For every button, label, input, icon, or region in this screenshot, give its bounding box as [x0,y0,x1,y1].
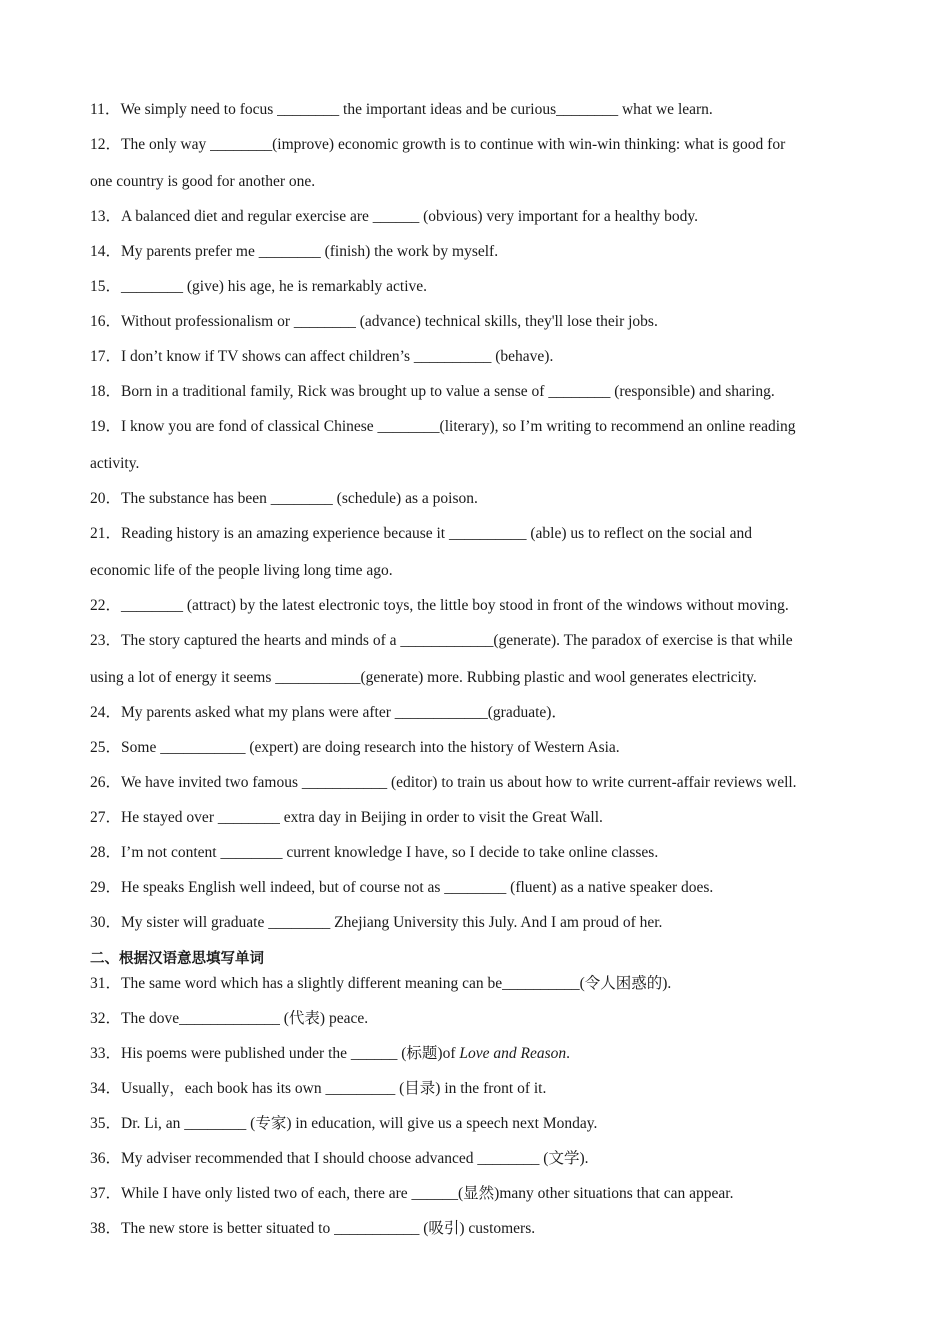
question-text: economic life of the people living long time ago. [90,562,393,579]
question-number: 30． [90,914,122,931]
question-number: 12． [90,136,122,153]
question-number: 33． [90,1045,122,1062]
question-text: A balanced diet and regular exercise are ______ (obvious) very important for a healthy body. [121,208,699,225]
question-text: one country is good for another one. [90,173,316,190]
question-text: Without professionalism or ________ (advance) technical skills, they'll lose their jobs. [121,313,658,330]
question-number: 22． [90,597,122,614]
question-29 [90,878,713,898]
question-text: Some ___________ (expert) are doing research into the history of Western Asia. [121,739,620,756]
question-number: 24． [90,704,122,721]
question-19 [90,417,796,437]
question-number: 29． [90,879,122,896]
question-number: 35． [90,1115,122,1132]
question-23 [90,631,793,651]
question-26 [90,773,797,793]
question-number: 20． [90,490,122,507]
question-text: We have invited two famous ___________ (editor) to train us about how to write current-affair reviews well. [121,774,797,791]
question-13 [90,207,698,227]
question-number: 18． [90,383,122,400]
question-text: He stayed over ________ extra day in Beijing in order to visit the Great Wall. [121,809,603,826]
question-18 [90,382,775,402]
question-text: My parents prefer me ________ (finish) the work by myself. [121,243,499,260]
question-text: I’m not content ________ current knowledge I have, so I decide to take online classes. [121,844,659,861]
question-text: He speaks English well indeed, but of course not as ________ (fluent) as a native speaker does. [121,879,714,896]
question-25 [90,738,620,758]
question-text: The story captured the hearts and minds of a ____________(generate). The paradox of exercise is that while [121,632,793,649]
question-text: Dr. Li, an ________ (专家) in education, will give us a speech next Monday. [121,1115,598,1132]
question-text: My parents asked what my plans were after ____________(graduate)． [121,704,567,721]
question-14 [90,242,498,262]
question-number: 13． [90,208,122,225]
question-19-continued [90,454,139,474]
question-15 [90,277,427,297]
question-number: 14． [90,243,122,260]
question-24 [90,703,567,723]
question-number: 27． [90,809,122,826]
question-number: 15． [90,278,122,295]
question-text: ________ (attract) by the latest electronic toys, the little boy stood in front of the windows without moving. [121,597,789,614]
question-text: using a lot of energy it seems ___________(generate) more. Rubbing plastic and wool generates electricity. [90,669,757,686]
question-27 [90,808,603,828]
section-heading: 二、根据汉语意思填写单词 [90,951,264,967]
question-number: 21． [90,525,122,542]
question-21 [90,524,752,544]
question-text: My sister will graduate ________ Zhejiang University this July. And I am proud of her. [121,914,663,931]
question-number: 38． [90,1220,122,1237]
question-number: 31． [90,975,122,992]
question-number: 37． [90,1185,122,1202]
question-31 [90,974,671,994]
question-33 [90,1044,570,1064]
question-34 [90,1079,546,1099]
question-number: 32． [90,1010,122,1027]
question-number: 11． [90,101,121,118]
question-30 [90,913,662,933]
question-16 [90,312,658,332]
question-22 [90,596,789,616]
question-20 [90,489,478,509]
question-text: My adviser recommended that I should choose advanced ________ (文学). [121,1150,589,1167]
question-text-end: . [566,1045,571,1062]
question-23-continued [90,668,757,688]
question-text: We simply need to focus ________ the important ideas and be curious________ what we learn. [120,101,713,118]
question-17 [90,347,553,367]
question-37 [90,1184,734,1204]
question-35 [90,1114,597,1134]
question-text: While I have only listed two of each, there are ______(显然)many other situations that can appear. [121,1185,734,1202]
question-number: 28． [90,844,122,861]
question-text: activity. [90,455,140,472]
question-number: 25． [90,739,122,756]
question-number: 34． [90,1080,122,1097]
question-text: Usually，each book has its own _________ (目录) in the front of it. [121,1080,547,1097]
question-text: The same word which has a slightly different meaning can be__________(令人困惑的). [121,975,672,992]
question-number: 19． [90,418,122,435]
question-12-continued [90,172,315,192]
question-text: Reading history is an amazing experience because it __________ (able) us to reflect on the social and [121,525,752,542]
question-11 [90,100,713,120]
question-28 [90,843,658,863]
question-text: ________ (give) his age, he is remarkably active. [121,278,428,295]
question-32 [90,1009,368,1029]
question-text: I know you are fond of classical Chinese ________(literary), so I’m writing to recommend an online reading [121,418,796,435]
question-text: The new store is better situated to ___________ (吸引) customers. [121,1220,536,1237]
question-number: 23． [90,632,122,649]
question-number: 36． [90,1150,122,1167]
question-36 [90,1149,588,1169]
question-number: 17． [90,348,122,365]
question-number: 26． [90,774,122,791]
question-38 [90,1219,535,1239]
book-title: Love and Reason [459,1045,567,1062]
question-text: The only way ________(improve) economic growth is to continue with win-win thinking: what is good for [121,136,786,153]
question-12 [90,135,785,155]
question-text: The substance has been ________ (schedule) as a poison. [121,490,478,507]
question-number: 16． [90,313,122,330]
question-text: I don’t know if TV shows can affect children’s __________ (behave). [121,348,554,365]
question-21-continued [90,561,393,581]
question-text: Born in a traditional family, Rick was brought up to value a sense of ________ (responsible) and sharing. [121,383,775,400]
question-text: His poems were published under the ______ (标题)of [121,1045,460,1062]
question-text: The dove_____________ (代表) peace. [121,1010,369,1027]
